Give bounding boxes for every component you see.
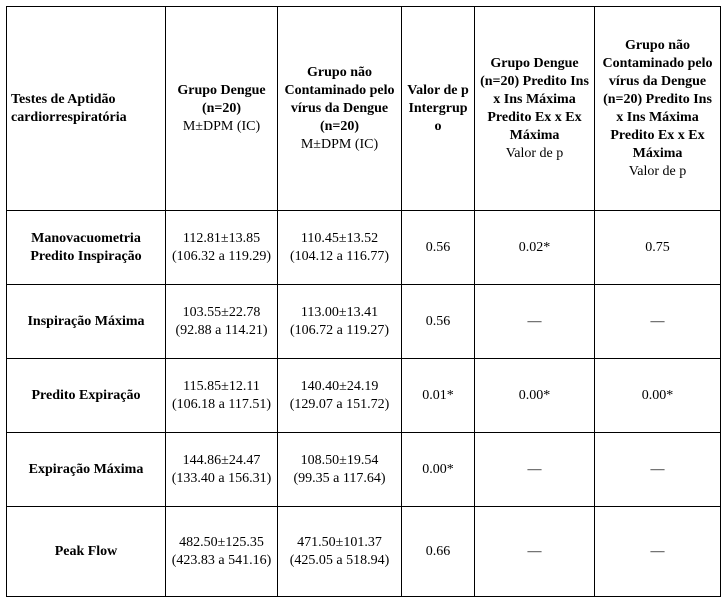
dengue-value: 115.85±12.11 (106.18 a 117.51) [166, 359, 278, 433]
header-uncontaminated-group [278, 7, 402, 211]
header-dengue-pvalue [475, 7, 595, 211]
header-dengue-pvalue-stat: Valor de p [505, 145, 564, 161]
table-row [7, 359, 721, 433]
header-tests-label: Testes de Aptidão cardiorrespiratória [11, 91, 127, 125]
p-dengue-value: 0.00* [475, 359, 595, 433]
p-uncontaminated-value: — [595, 507, 721, 597]
p-uncontaminated-value: 0.75 [595, 211, 721, 285]
uncontaminated-value: 108.50±19.54 (99.35 a 117.64) [278, 433, 402, 507]
uncontaminated-value: 471.50±101.37 (425.05 a 518.94) [278, 507, 402, 597]
p-intergroup-value: 0.56 [402, 285, 475, 359]
row-label: Peak Flow [7, 507, 166, 597]
header-dengue-pvalue-title: Grupo Dengue (n=20) Predito Ins x Ins Máxima Predito Ex x Ex Máxima [480, 55, 589, 143]
table-row [7, 285, 721, 359]
dengue-value: 144.86±24.47 (133.40 a 156.31) [166, 433, 278, 507]
table-row [7, 507, 721, 597]
header-uncontaminated-pvalue [595, 7, 721, 211]
row-label: Manovacuometria Predito Inspiração [7, 211, 166, 285]
p-intergroup-value: 0.56 [402, 211, 475, 285]
header-p-intergroup-title: Valor de p Intergrupo [407, 82, 469, 134]
header-uncontaminated-pvalue-stat: Valor de p [628, 163, 687, 179]
uncontaminated-value: 113.00±13.41 (106.72 a 119.27) [278, 285, 402, 359]
dengue-value: 112.81±13.85 (106.32 a 119.29) [166, 211, 278, 285]
dengue-value: 482.50±125.35 (423.83 a 541.16) [166, 507, 278, 597]
header-uncontaminated-pvalue-title: Grupo não Contaminado pelo vírus da Dengue (n=20) Predito Ins x Ins Máxima Predito Ex x Ex Máxima [602, 37, 713, 161]
table-row [7, 433, 721, 507]
table-row [7, 211, 721, 285]
header-row [7, 7, 721, 211]
row-label: Predito Expiração [7, 359, 166, 433]
header-p-intergroup [402, 7, 475, 211]
header-dengue-stat: M±DPM (IC) [182, 118, 261, 134]
header-dengue-title: Grupo Dengue (n=20) [177, 82, 266, 116]
p-intergroup-value: 0.01* [402, 359, 475, 433]
header-tests [7, 7, 166, 211]
p-intergroup-value: 0.00* [402, 433, 475, 507]
row-label: Expiração Máxima [7, 433, 166, 507]
p-dengue-value: 0.02* [475, 211, 595, 285]
dengue-value: 103.55±22.78 (92.88 a 114.21) [166, 285, 278, 359]
header-uncontaminated-title: Grupo não Contaminado pelo vírus da Dengue (n=20) [284, 64, 395, 134]
uncontaminated-value: 110.45±13.52 (104.12 a 116.77) [278, 211, 402, 285]
header-dengue-group [166, 7, 278, 211]
header-uncontaminated-stat: M±DPM (IC) [300, 136, 379, 152]
p-intergroup-value: 0.66 [402, 507, 475, 597]
results-table [6, 6, 721, 597]
p-uncontaminated-value: — [595, 285, 721, 359]
p-uncontaminated-value: 0.00* [595, 359, 721, 433]
uncontaminated-value: 140.40±24.19 (129.07 a 151.72) [278, 359, 402, 433]
p-dengue-value: — [475, 433, 595, 507]
row-label: Inspiração Máxima [7, 285, 166, 359]
p-dengue-value: — [475, 507, 595, 597]
p-uncontaminated-value: — [595, 433, 721, 507]
p-dengue-value: — [475, 285, 595, 359]
